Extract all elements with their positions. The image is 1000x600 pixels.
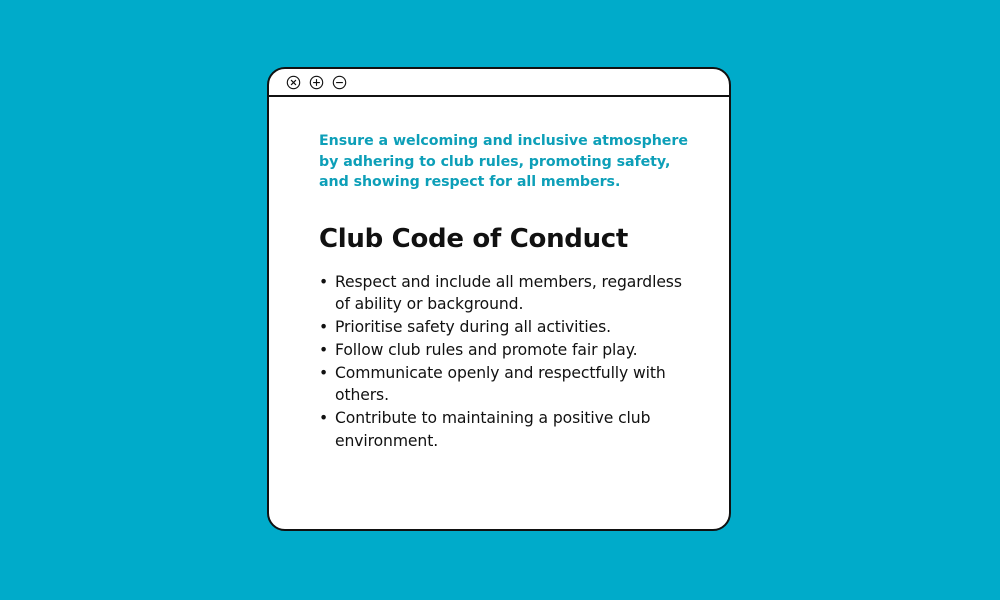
rule-text: Communicate openly and respectfully with others. <box>335 363 666 405</box>
content-area <box>319 131 699 453</box>
bullet: • <box>319 363 329 382</box>
list-item <box>319 362 699 408</box>
intro-text: Ensure a welcoming and inclusive atmosphere by adhering to club rules, promoting safety, and showing respect for all members. <box>319 133 688 190</box>
title-bar <box>269 69 729 97</box>
rule-text: Prioritise safety during all activities. <box>335 318 612 337</box>
minus-icon[interactable] <box>332 75 347 90</box>
list-item <box>319 407 699 453</box>
plus-icon[interactable] <box>309 75 324 90</box>
bullet: • <box>319 318 329 337</box>
bullet: • <box>319 340 329 359</box>
list-item <box>319 339 699 362</box>
window <box>267 67 731 531</box>
rule-text: Follow club rules and promote fair play. <box>335 340 638 359</box>
list-item <box>319 271 699 317</box>
page-title: Club Code of Conduct <box>319 223 629 254</box>
bullet: • <box>319 272 329 291</box>
list-item <box>319 316 699 339</box>
rule-text: Respect and include all members, regardless of ability or background. <box>335 272 682 314</box>
close-icon[interactable] <box>286 75 301 90</box>
rules-list <box>319 271 699 453</box>
rule-text: Contribute to maintaining a positive club environment. <box>335 409 651 451</box>
bullet: • <box>319 409 329 428</box>
